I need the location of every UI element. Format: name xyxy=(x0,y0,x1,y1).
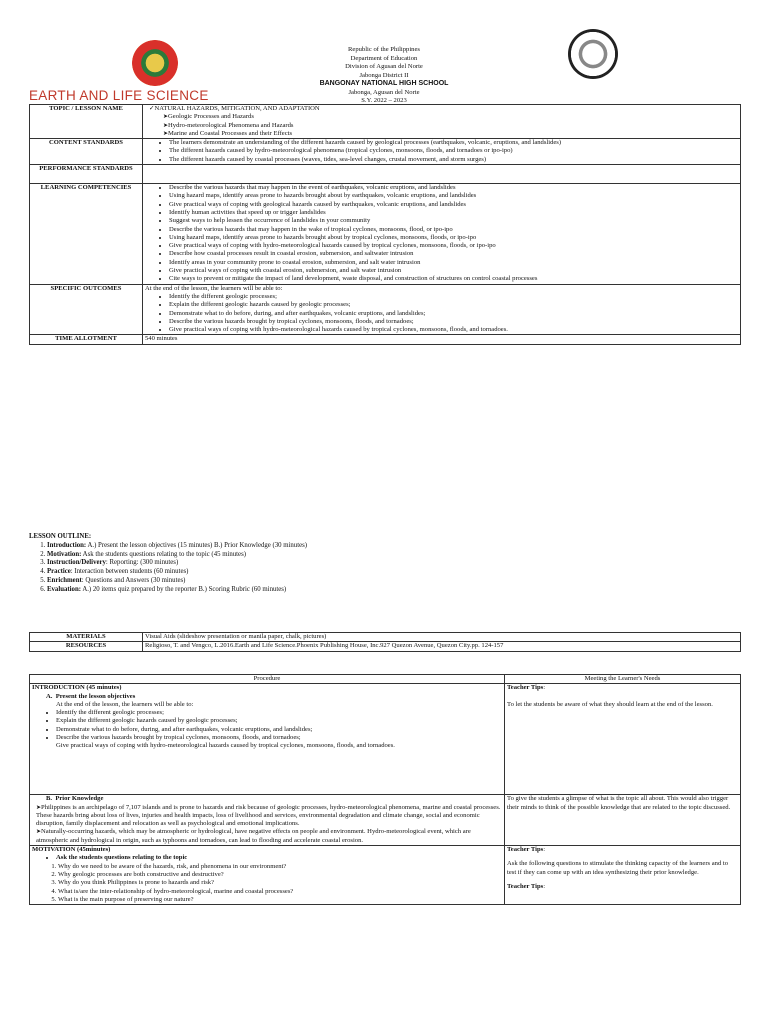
outline-item-title: Introduction: xyxy=(47,541,87,549)
outline-item-text: : Interaction between students (60 minutes) xyxy=(70,568,189,576)
list-item: • Identify areas in your community prone to coastal erosion, submersion, and salt water intrusion xyxy=(169,259,738,267)
learning-competencies-cell xyxy=(143,184,741,285)
list-item: ➤ Geologic Processes and Hazards xyxy=(163,113,738,121)
outline-item xyxy=(47,586,307,595)
list-item: • Identify the different geologic processes; xyxy=(56,709,502,717)
learners-needs-header: Meeting the Learner's Needs xyxy=(505,675,741,684)
prior-knowledge-cell xyxy=(30,795,505,846)
procedure-table xyxy=(29,674,741,905)
list-item: ➤ Marine and Coastal Processes and their Effects xyxy=(163,130,738,138)
teacher-tip: To let the students be aware of what they should learn at the end of the lesson. xyxy=(507,700,713,708)
question-item: 4. What is/are the inter-relationship of hydro-meteorological, marine and coastal processes? xyxy=(58,888,502,896)
introduction-time: (45 minutes) xyxy=(86,684,122,692)
outline-item xyxy=(47,551,307,560)
topic-main: NATURAL HAZARDS, MITIGATION, AND ADAPTATION xyxy=(154,105,320,112)
time-allotment-value: 540 minutes xyxy=(143,335,741,344)
list-item: • Give practical ways of coping with geological hazards caused by earthquakes, volcanic eruptions, and landslides xyxy=(169,201,738,209)
outline-item-title: Motivation: xyxy=(47,550,82,558)
list-item: • Suggest ways to help lessen the occurrence of landslides in your community xyxy=(169,217,738,225)
section-b-title: Prior Knowledge xyxy=(55,795,104,803)
school-address: Jabonga, Agusan del Norte xyxy=(348,88,420,96)
list-item: • Demonstrate what to do before, during, and after earthquakes, volcanic eruptions, and landslides; xyxy=(56,726,502,734)
specific-outcomes-label: SPECIFIC OUTCOMES xyxy=(30,284,143,335)
motivation-heading: MOTIVATION xyxy=(32,846,76,854)
list-item: • Give practical ways of coping with coastal erosion, submersion, and salt water intrusion xyxy=(169,267,738,275)
list-item: • Describe how coastal processes result in coastal erosion, submersion, and saltwater intrusion xyxy=(169,250,738,258)
motivation-cell xyxy=(30,846,505,905)
performance-standards-label: PERFORMANCE STANDARDS xyxy=(30,165,143,184)
question-item: 2. Why geologic processes are both constructive and destructive? xyxy=(58,871,502,879)
introduction-cell xyxy=(30,684,505,795)
section-a-intro: At the end of the lesson, the learners will be able to: xyxy=(56,700,194,708)
section-a-extra: Give practical ways of coping with hydro-meteorological hazards caused by tropical cyclones, monsoons, floods, and tornadoes. xyxy=(56,742,395,750)
outline-item xyxy=(47,577,307,586)
list-item: ➤ Hydro-meteorological Phenomena and Hazards xyxy=(163,122,738,130)
outline-item-title: Enrichment xyxy=(47,576,82,584)
list-item: • The learners demonstrate an understanding of the different hazards caused by geological processes (earthquakes, volcanic, eruptions, and landslides) xyxy=(169,139,738,147)
teacher-tips-label: Teacher Tips xyxy=(507,882,544,890)
materials-value: Visual Aids (slideshow presentation or manila paper, chalk, pictures) xyxy=(143,633,741,642)
document-title: EARTH AND LIFE SCIENCE xyxy=(29,88,209,103)
list-item: • Explain the different geologic hazards caused by geologic processes; xyxy=(169,301,738,309)
header-line: Department of Education xyxy=(350,54,418,62)
section-b-label: B. xyxy=(46,795,53,803)
content-standards-cell xyxy=(143,139,741,165)
list-item: • Explain the different geologic hazards caused by geologic processes; xyxy=(56,717,502,725)
motivation-time: (45minutes) xyxy=(77,846,111,854)
tips-cell-3: Teacher Tips: Ask the following questions to stimulate the thinking capacity of the learners and to test if they can come up with an idea synthesizing their prior knowledge. Teacher Tips: xyxy=(505,846,741,905)
outline-item xyxy=(47,559,307,568)
outline-heading: LESSON OUTLINE: xyxy=(29,533,92,540)
teacher-tip: To give the students a glimpse of what is the topic all about. This would also trigger their minds to think of the possible knowledge that are related to the topic discussed. xyxy=(507,795,731,811)
outline-item-text: Ask the students questions relating to the topic (45 minutes) xyxy=(81,550,246,558)
list-item: • Demonstrate what to do before, during, and after earthquakes, volcanic eruptions, and landslides; xyxy=(169,310,738,318)
specific-outcomes-cell xyxy=(143,284,741,335)
topic-label: TOPIC / LESSON NAME xyxy=(30,105,143,139)
lesson-info-table xyxy=(29,104,741,345)
school-year: S.Y. 2022 – 2023 xyxy=(361,97,407,104)
list-item: • Describe the various hazards that may happen in the wake of tropical cyclones, monsoons, flood, or ipo-ipo xyxy=(169,226,738,234)
outline-item xyxy=(47,542,307,551)
outline-item-title: Practice xyxy=(47,568,71,576)
list-item: • Identify human activities that speed up or trigger landslides xyxy=(169,209,738,217)
question-item: 3. Why do you think Philippines is prone to hazards and risk? xyxy=(58,879,502,887)
outline-item-title: Evaluation: xyxy=(47,585,81,593)
list-item: • The different hazards caused by hydro-meteorological phenomena (tropical cyclones, monsoons, floods, and tornadoes or ipo-ipo) xyxy=(169,147,738,155)
resources-value: Religioso, T. and Vengco, L.2016.Earth and Life Science.Phoenix Publishing House, Inc.927 Quezon Avenue, Quezon City.pp. 124-157 xyxy=(143,642,741,651)
content-standards-label: CONTENT STANDARDS xyxy=(30,139,143,165)
list-item: • Give practical ways of coping with hydro-meteorological hazards caused by tropical cyclones, monsoons, floods, and tornadoes. xyxy=(169,326,738,334)
list-item: • Describe the various hazards that may happen in the event of earthquakes, volcanic eruptions, and landslides xyxy=(169,184,738,192)
procedure-header: Procedure xyxy=(30,675,505,684)
list-item: • Using hazard maps, identify areas prone to hazards brought about by tropical cyclones, monsoons, floods, or ipo-ipo xyxy=(169,234,738,242)
learning-competencies-label: LEARNING COMPETENCIES xyxy=(30,184,143,285)
teacher-tips-label: Teacher Tips xyxy=(507,846,544,854)
list-item: • Describe the various hazards brought by tropical cyclones, monsoons, floods, and tornadoes; xyxy=(56,734,502,742)
outline-item-text: A.) Present the lesson objectives (15 minutes) B.) Prior Knowledge (30 minutes) xyxy=(86,541,308,549)
materials-label: MATERIALS xyxy=(30,633,143,642)
section-a-label: A. xyxy=(46,692,53,700)
list-item: • Cite ways to prevent or mitigate the impact of land development, waste disposal, and construction of structures on control coastal processes xyxy=(169,275,738,283)
list-item: • Identify the different geologic processes; xyxy=(169,293,738,301)
list-item: • Using hazard maps, identify areas prone to hazards brought about by earthquakes, volcanic eruptions, and landslides xyxy=(169,192,738,200)
time-allotment-label: TIME ALLOTMENT xyxy=(30,335,143,344)
school-name: BANGONAY NATIONAL HIGH SCHOOL xyxy=(319,80,449,87)
list-item: • The different hazards caused by coastal processes (waves, tides, sea-level changes, crustal movement, and storm surges) xyxy=(169,156,738,164)
motivation-sub: • Ask the students questions relating to the topic xyxy=(56,854,502,862)
outline-item-text: A.) 20 items quiz prepared by the reporter B.) Scoring Rubric (60 minutes) xyxy=(81,585,287,593)
header-line: Division of Agusan del Norte xyxy=(345,63,423,70)
list-item: • Give practical ways of coping with hydro-meteorological hazards caused by tropical cyclones, monsoons, floods, or ipo-ipo xyxy=(169,242,738,250)
topic-cell xyxy=(143,105,741,139)
outline-item xyxy=(47,568,307,577)
header-line: Jabonga District II xyxy=(359,71,409,79)
outline-item-text: : Reporting: (300 minutes) xyxy=(105,559,179,567)
outcomes-intro: At the end of the lesson, the learners will be able to: xyxy=(145,284,283,292)
teacher-tips-label: Teacher Tips xyxy=(507,684,544,692)
tips-cell-1: Teacher Tips: To let the students be aware of what they should learn at the end of the lesson. xyxy=(505,684,741,795)
header-line: Republic of the Philippines xyxy=(348,46,420,53)
outline-item-title: Instruction/Delivery xyxy=(47,559,106,567)
question-item: 1. Why do we need to be aware of the hazards, risk, and phenomena in our environment? xyxy=(58,863,502,871)
introduction-heading: INTRODUCTION xyxy=(32,684,85,692)
list-item: • Describe the various hazards brought by tropical cyclones, monsoons, floods, and tornadoes; xyxy=(169,318,738,326)
performance-standards-cell xyxy=(143,165,741,184)
teacher-tip: Ask the following questions to stimulate the thinking capacity of the learners and to test if they can come up with an idea synthesizing their prior knowledge. xyxy=(507,860,729,876)
outline-item-text: : Questions and Answers (30 minutes) xyxy=(81,576,186,584)
resources-label: RESOURCES xyxy=(30,642,143,651)
tips-cell-2 xyxy=(505,795,741,846)
section-a-title: Present the lesson objectives xyxy=(55,692,136,700)
materials-table xyxy=(29,632,741,652)
question-item: 5. What is the main purpose of preserving our nature? xyxy=(58,896,502,904)
list-item: ➤ Philippines is an archipelago of 7,107 islands and is prone to hazards and risk because of geologic processes, hydro-meteorological phenomena, marine and coastal processes. These hazards bring about loss of lives, injuries and health impacts, loss of livelihood and services, environmental degradation and climate change, social and economic disruption, family displacement and relocation as well as psychological and emotional implications. xyxy=(36,804,502,829)
lesson-outline xyxy=(29,533,307,595)
list-item: ➤ Naturally-occurring hazards, which may be atmospheric or hydrological, have negative effects on people and environment. Hydro-meteorological event, which are atmospheric and hydrological in origin, such as typhoons and tornadoes, can lead to flooding and accelerate coastal erosion. xyxy=(36,828,502,845)
